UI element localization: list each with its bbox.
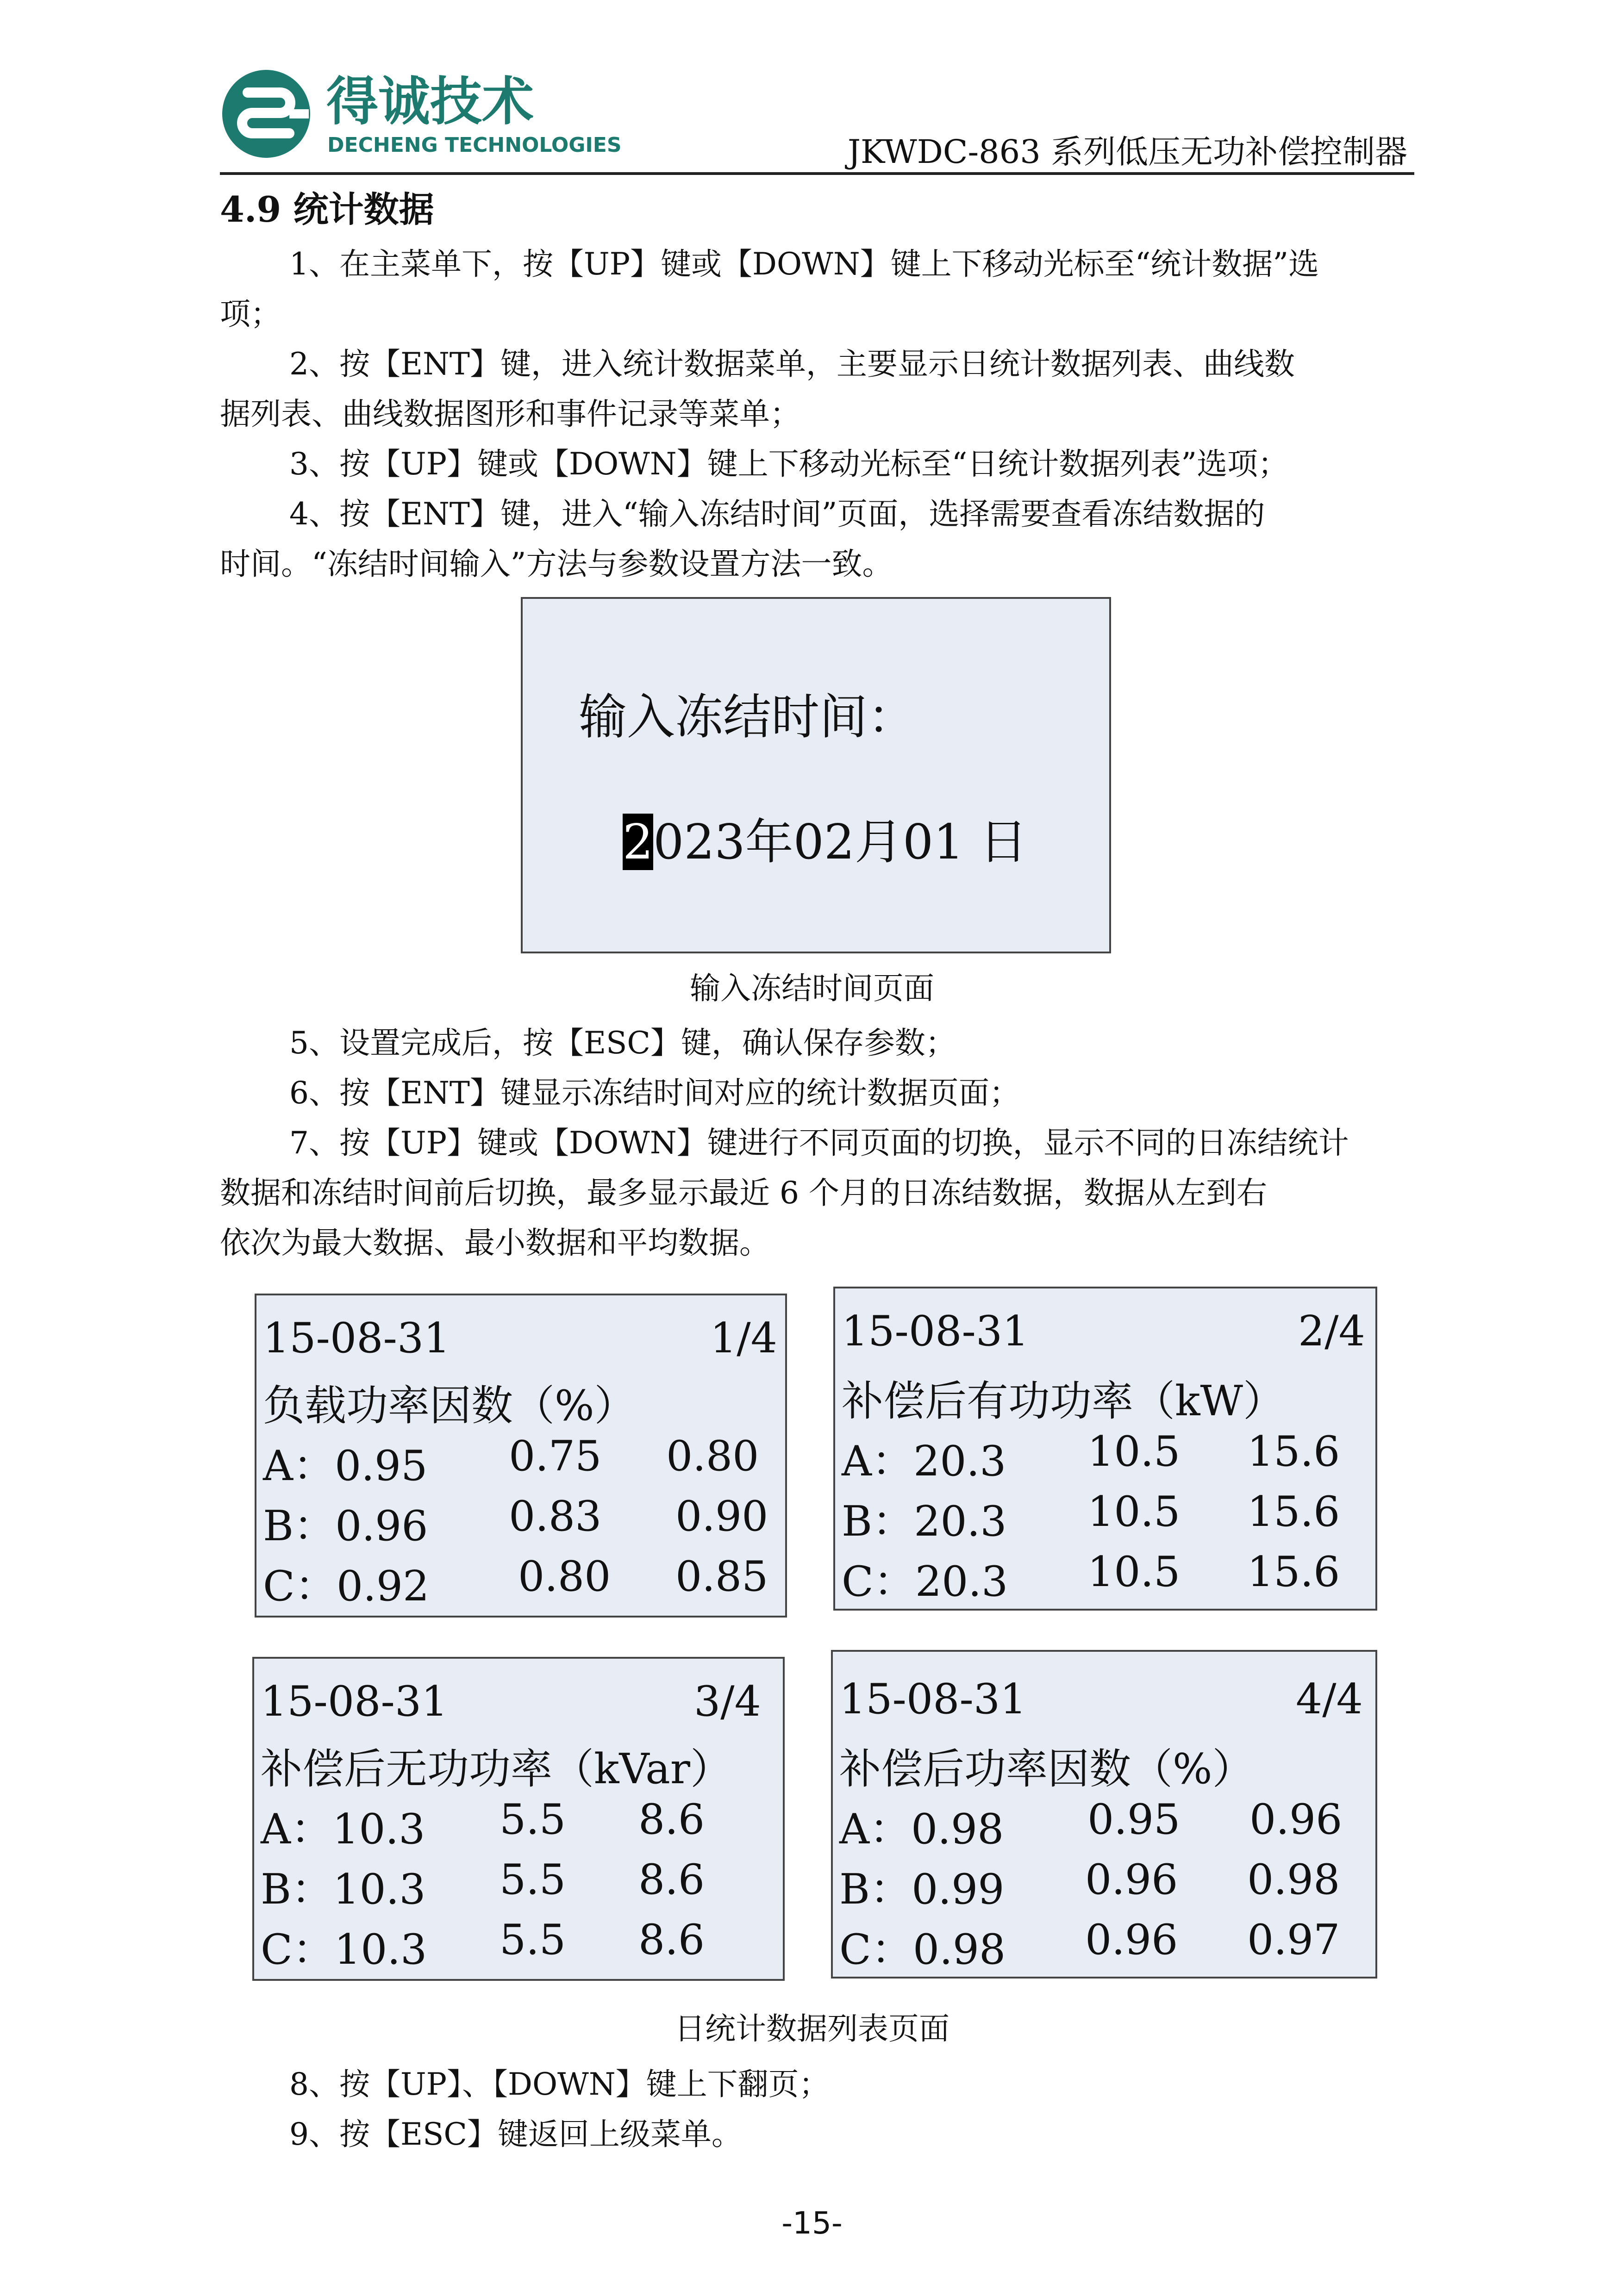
data-min: 5.5: [500, 1855, 566, 1904]
stats-panel-4: [831, 1650, 1377, 1979]
panel-title: 补偿后功率因数（%）: [839, 1745, 1254, 1793]
panel-title: 负载功率因数（%）: [263, 1381, 636, 1430]
steps-block-c: [220, 2060, 1414, 2159]
panel-date: 15-08-31: [839, 1675, 1027, 1724]
data-avg: 0.97: [1247, 1916, 1340, 1964]
data-min: 10.5: [1087, 1548, 1181, 1596]
panel-page-indicator: 3/4: [694, 1677, 761, 1726]
header-divider: [220, 172, 1414, 175]
data-avg: 8.6: [638, 1795, 705, 1844]
step-line: 2、按【ENT】键，进入统计数据菜单，主要显示日统计数据列表、曲线数: [289, 346, 1295, 382]
data-min: 5.5: [500, 1795, 566, 1844]
data-min: 5.5: [500, 1916, 566, 1964]
data-avg: 8.6: [638, 1855, 705, 1904]
stats-panel-1: [255, 1294, 787, 1618]
data-row-b: B：0.99: [839, 1865, 1005, 1914]
data-row-c: C：0.92: [263, 1562, 430, 1611]
step-line: 8、按【UP】、【DOWN】键上下翻页；: [289, 2066, 830, 2102]
freeze-time-screen: [521, 597, 1111, 953]
data-row-c: C：0.98: [839, 1925, 1006, 1974]
data-avg: 0.98: [1247, 1855, 1340, 1904]
step-line: 6、按【ENT】键显示冻结时间对应的统计数据页面；: [289, 1075, 1020, 1111]
step-line: 据列表、曲线数据图形和事件记录等菜单；: [220, 396, 800, 432]
data-min: 0.96: [1085, 1916, 1178, 1964]
page-number: -15-: [781, 2205, 843, 2241]
logo-en-text: DECHENG TECHNOLOGIES: [327, 133, 622, 157]
data-row-b: B：20.3: [842, 1497, 1007, 1546]
step-line: 1、在主菜单下，按【UP】键或【DOWN】键上下移动光标至“统计数据”选: [289, 246, 1319, 282]
data-min: 0.95: [1087, 1795, 1181, 1844]
step-line: 时间。“冻结时间输入”方法与参数设置方法一致。: [220, 546, 893, 582]
section-title: 4.9 统计数据: [220, 189, 434, 230]
data-min: 10.5: [1087, 1487, 1181, 1536]
panel-date: 15-08-31: [261, 1677, 448, 1726]
data-row-a: A：20.3: [842, 1437, 1006, 1486]
data-min: 10.5: [1087, 1427, 1181, 1476]
data-min: 0.83: [509, 1492, 602, 1541]
data-avg: 0.90: [675, 1492, 768, 1541]
step-line: 项；: [220, 296, 281, 332]
freeze-screen-caption: 输入冻结时间页面: [690, 971, 934, 1006]
panel-title: 补偿后无功功率（kVar）: [261, 1745, 732, 1793]
data-row-b: B：0.96: [263, 1502, 428, 1550]
panels-caption: 日统计数据列表页面: [675, 2011, 949, 2047]
step-line: 4、按【ENT】键，进入“输入冻结时间”页面，选择需要查看冻结数据的: [289, 496, 1265, 532]
data-row-a: A：0.98: [839, 1805, 1004, 1854]
logo-cn-text: 得诚技术: [326, 72, 534, 132]
step-line: 7、按【UP】键或【DOWN】键进行不同页面的切换，显示不同的日冻结统计: [289, 1125, 1349, 1161]
panel-page-indicator: 2/4: [1298, 1307, 1365, 1356]
stats-panel-2: [833, 1287, 1377, 1611]
data-min: 0.80: [518, 1552, 611, 1601]
steps-block-a: [220, 239, 1414, 589]
step-line: 数据和冻结时间前后切换，最多显示最近 6 个月的日冻结数据，数据从左到右: [220, 1175, 1267, 1211]
panel-date: 15-08-31: [842, 1307, 1029, 1356]
data-avg: 0.80: [666, 1432, 759, 1481]
data-avg: 15.6: [1247, 1427, 1340, 1476]
stats-panel-3: [252, 1657, 785, 1981]
step-line: 9、按【ESC】键返回上级菜单。: [289, 2116, 742, 2152]
data-min: 0.96: [1085, 1855, 1178, 1904]
data-min: 0.75: [509, 1432, 602, 1481]
data-avg: 15.6: [1247, 1548, 1340, 1596]
panel-title: 补偿后有功功率（kW）: [842, 1377, 1285, 1425]
step-line: 3、按【UP】键或【DOWN】键上下移动光标至“日统计数据列表”选项；: [289, 446, 1289, 482]
data-avg: 8.6: [638, 1916, 705, 1964]
data-avg: 0.96: [1249, 1795, 1343, 1844]
date-cursor: 2: [623, 814, 654, 870]
data-row-b: B：10.3: [261, 1865, 426, 1914]
data-row-c: C：20.3: [842, 1557, 1008, 1606]
panel-page-indicator: 4/4: [1296, 1675, 1363, 1724]
data-row-c: C：10.3: [261, 1925, 427, 1974]
steps-block-b: [220, 1018, 1414, 1268]
data-row-a: A：0.95: [263, 1442, 428, 1490]
freeze-date-field[interactable]: [623, 803, 1027, 872]
data-row-a: A：10.3: [261, 1805, 425, 1854]
data-avg: 0.85: [675, 1552, 768, 1601]
step-line: 5、设置完成后，按【ESC】键，确认保存参数；: [289, 1025, 956, 1061]
data-avg: 15.6: [1247, 1487, 1340, 1536]
panel-page-indicator: 1/4: [710, 1314, 777, 1363]
step-line: 依次为最大数据、最小数据和平均数据。: [220, 1225, 770, 1261]
panel-date: 15-08-31: [263, 1314, 450, 1363]
date-value: 023年02月01 日: [653, 814, 1028, 870]
freeze-time-label: 输入冻结时间：: [579, 689, 916, 745]
document-title: JKWDC-863 系列低压无功补偿控制器: [847, 133, 1407, 171]
company-logo: [220, 65, 637, 167]
